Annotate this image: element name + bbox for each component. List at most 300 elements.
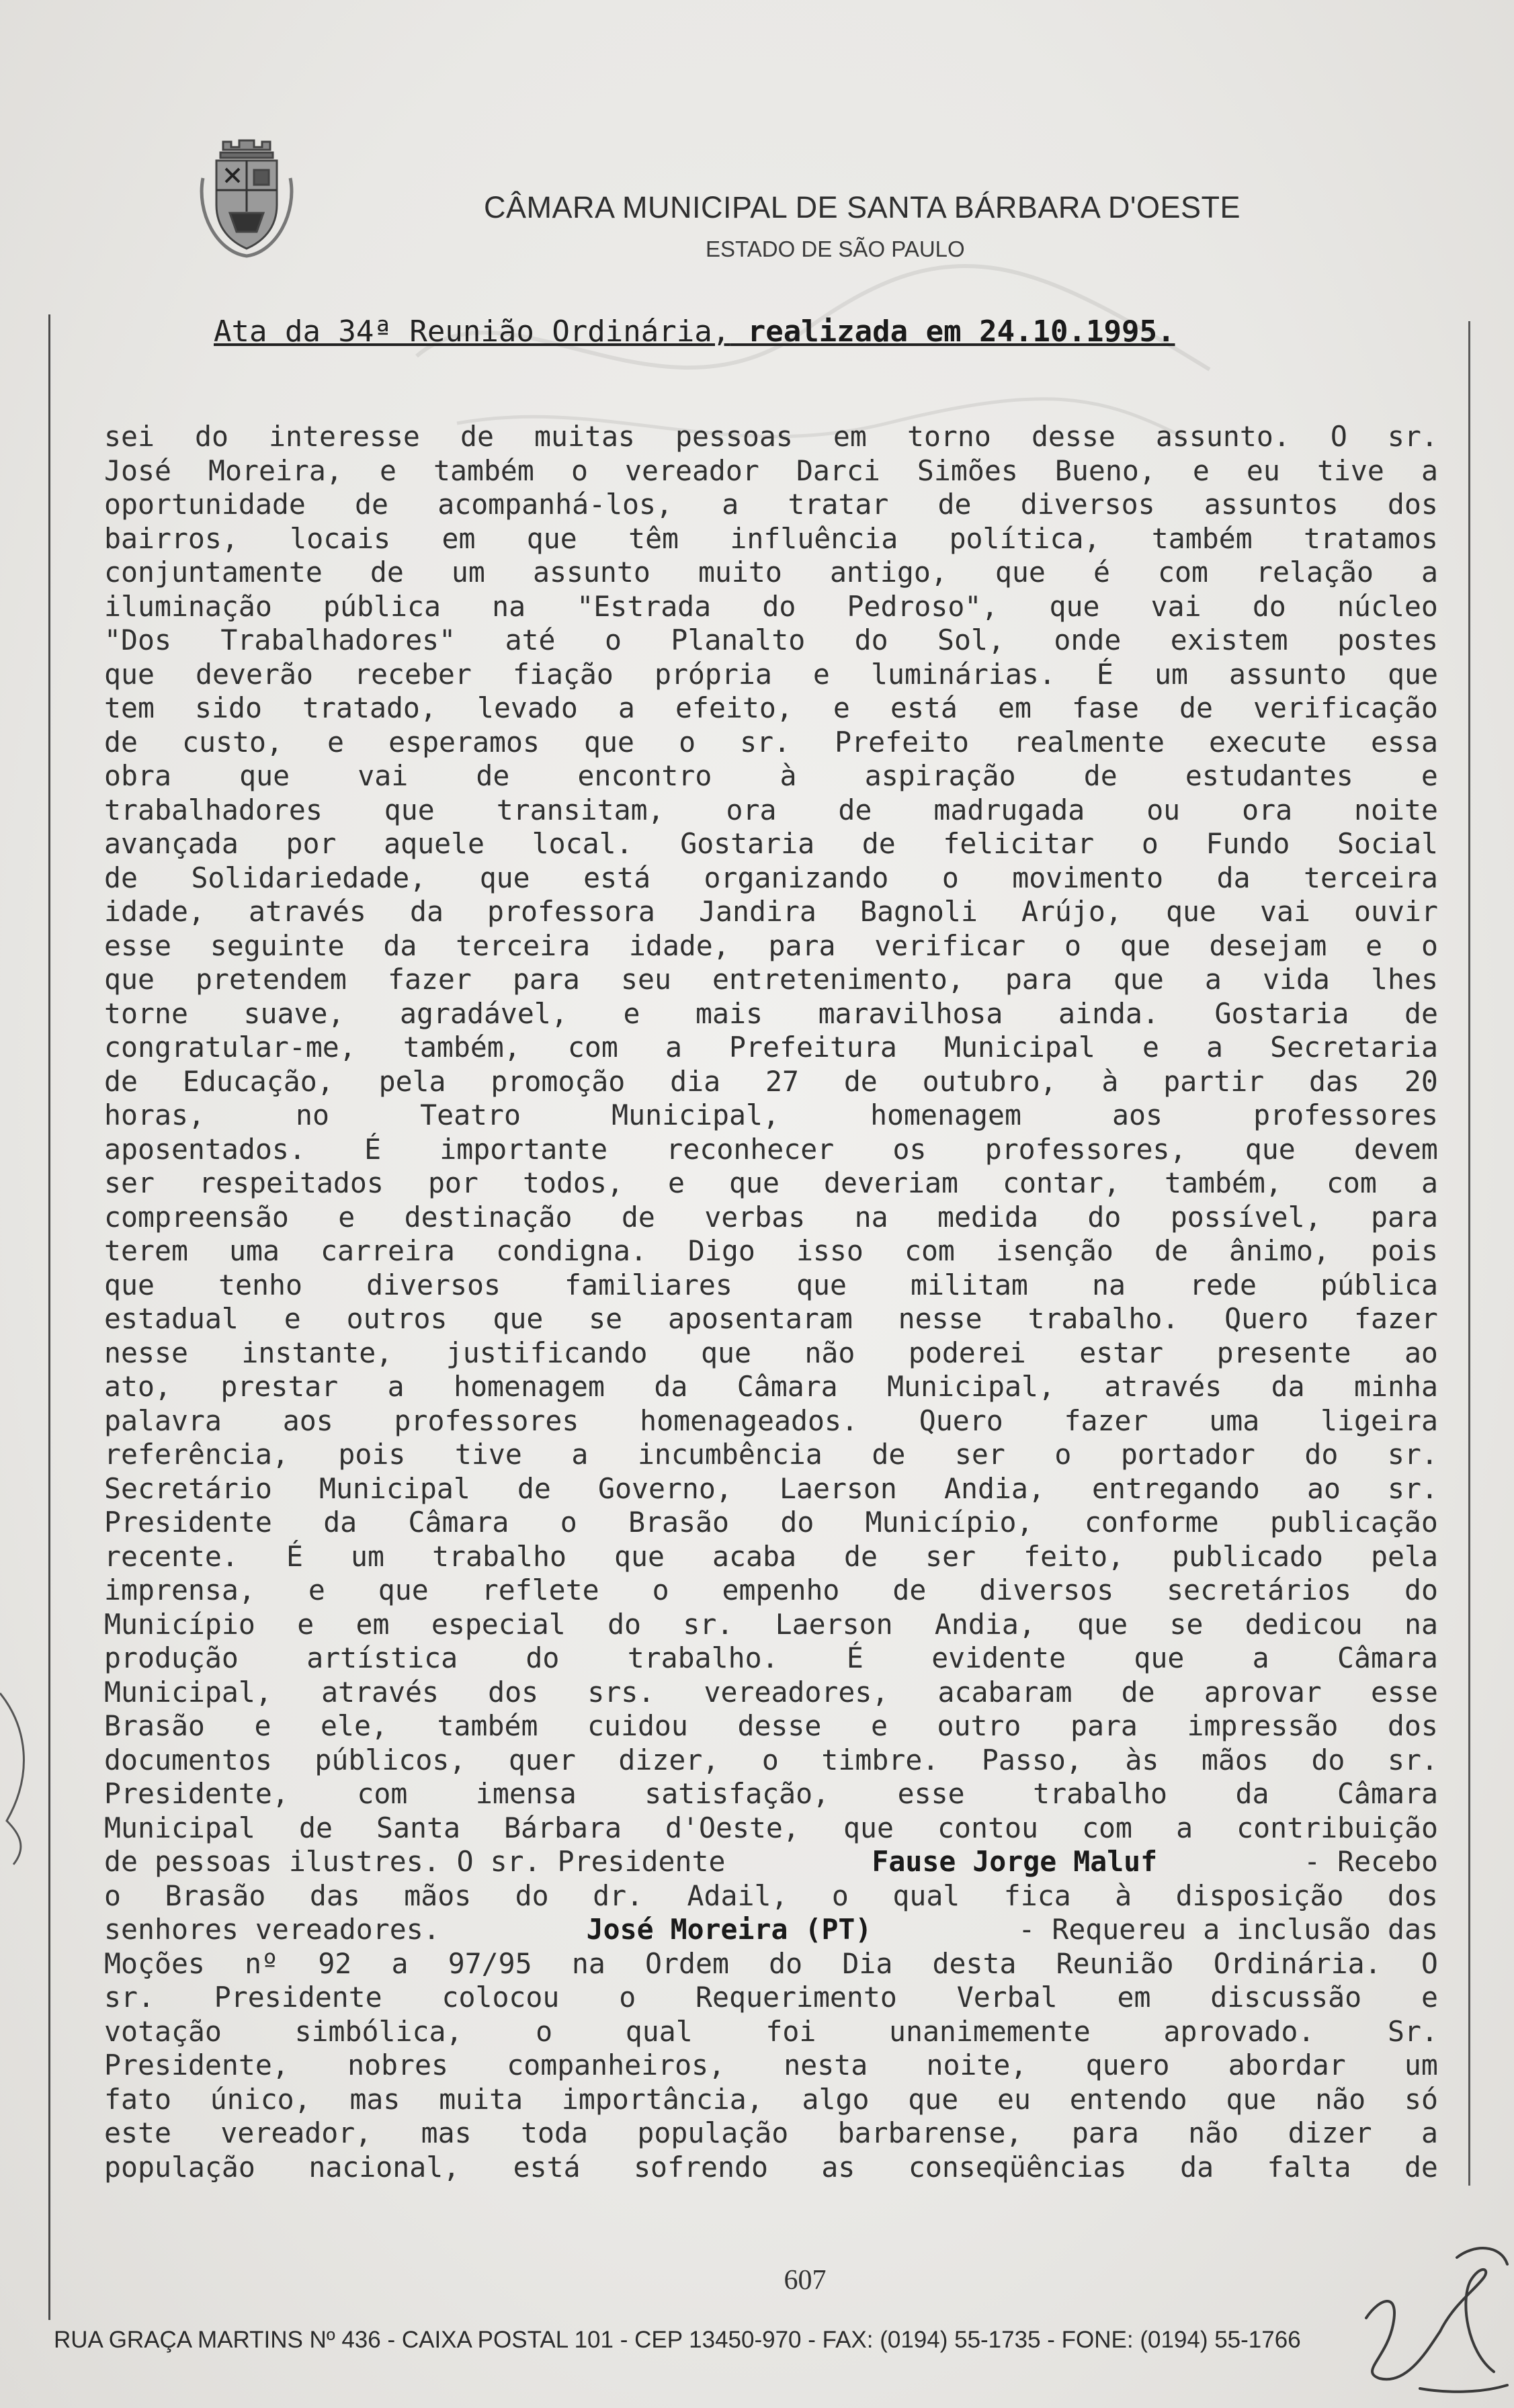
word: que xyxy=(796,1268,847,1301)
word: o xyxy=(941,861,959,894)
word: portador xyxy=(1120,1438,1255,1471)
word: Municipal xyxy=(319,1471,470,1505)
word: de xyxy=(476,759,510,792)
word: de xyxy=(460,420,494,453)
word: assunto. xyxy=(1155,420,1290,453)
word: trabalho xyxy=(432,1539,566,1573)
word: a xyxy=(1206,1031,1224,1064)
word: e xyxy=(1421,1981,1438,2014)
word: promoção xyxy=(491,1064,626,1098)
word: uma xyxy=(229,1234,280,1267)
word: Planalto xyxy=(671,624,806,656)
body-line xyxy=(104,1201,1438,1235)
body-line xyxy=(104,2015,1438,2049)
word: avançada xyxy=(104,827,239,860)
word: na xyxy=(1092,1268,1126,1301)
word: para xyxy=(1071,2116,1139,2149)
word: terceira xyxy=(456,929,591,962)
body-line xyxy=(104,929,1438,963)
word: estar xyxy=(1079,1336,1164,1369)
word: e xyxy=(1365,929,1383,962)
word: do xyxy=(1404,1574,1438,1606)
word: da xyxy=(323,1506,358,1539)
word: aos xyxy=(1112,1099,1163,1131)
word: acompanhá-los, xyxy=(437,488,673,521)
body-line xyxy=(104,759,1438,793)
word: Município, xyxy=(865,1506,1034,1539)
word: não xyxy=(804,1336,855,1369)
word: ser xyxy=(925,1539,976,1573)
word: pela xyxy=(378,1064,446,1098)
word: em xyxy=(997,691,1032,724)
word: Simões xyxy=(917,454,1018,487)
word: e xyxy=(308,1574,325,1606)
word: de xyxy=(355,488,389,521)
word: esse xyxy=(104,929,171,962)
word: de xyxy=(104,861,138,894)
word: receber xyxy=(354,657,472,691)
word: nº xyxy=(245,1946,279,1980)
word: verbas xyxy=(704,1200,806,1234)
word: e xyxy=(667,1166,685,1199)
word: muitas xyxy=(534,420,635,453)
word: Municipal, xyxy=(612,1099,780,1131)
body-line xyxy=(104,624,1438,658)
word: existem xyxy=(1170,624,1288,656)
word: "Dos xyxy=(104,624,171,656)
word: Municipal, xyxy=(104,1675,272,1709)
word: publicação xyxy=(1270,1506,1438,1539)
word: Secretário xyxy=(104,1471,272,1505)
word: tratar xyxy=(788,488,889,521)
word: e xyxy=(254,1709,271,1742)
body-line xyxy=(104,1133,1438,1167)
word: de xyxy=(104,1064,138,1098)
word: seguinte xyxy=(210,929,345,962)
word: pois xyxy=(1370,1234,1438,1267)
word: fica xyxy=(1003,1879,1071,1912)
word: Brasão xyxy=(104,1709,205,1742)
word: e xyxy=(812,657,830,691)
left-margin-rule xyxy=(48,314,50,2320)
word: que xyxy=(1113,963,1164,996)
line-43-tail: - Recebo xyxy=(1287,1845,1438,1878)
word: importante xyxy=(439,1132,608,1166)
body-line xyxy=(104,590,1438,624)
word: do xyxy=(762,589,796,623)
word: Darci xyxy=(796,454,880,487)
body-line xyxy=(104,2151,1438,2185)
word: Municipal xyxy=(104,1811,255,1844)
word: Prefeitura xyxy=(729,1031,897,1064)
word: realmente xyxy=(1013,725,1165,759)
word: um xyxy=(451,556,485,589)
word: Presidente, xyxy=(104,1777,289,1810)
body-line xyxy=(104,2083,1438,2117)
word: suave, xyxy=(243,996,345,1030)
word: sr. xyxy=(740,725,791,759)
word: com xyxy=(1158,556,1208,589)
word: homenageados. xyxy=(640,1404,858,1437)
word: documentos xyxy=(104,1743,272,1776)
word: do xyxy=(515,1879,549,1912)
word: isso xyxy=(796,1234,864,1267)
word: que xyxy=(701,1336,751,1369)
word: torne xyxy=(104,996,188,1030)
word: a xyxy=(665,1031,682,1064)
word: desse xyxy=(737,1709,822,1742)
word: Dia xyxy=(842,1946,893,1980)
word: qual xyxy=(892,1879,960,1912)
word: às xyxy=(1125,1743,1159,1776)
word: têm xyxy=(628,521,679,555)
word: professores xyxy=(394,1404,579,1437)
word: aos xyxy=(282,1404,333,1437)
word: tive xyxy=(454,1438,522,1471)
word: de xyxy=(517,1471,551,1505)
word: Brasão xyxy=(165,1879,266,1912)
word: contou xyxy=(937,1811,1038,1844)
word: as xyxy=(821,2150,855,2184)
word: esse xyxy=(897,1777,965,1810)
word: do xyxy=(854,624,888,656)
word: ouvir xyxy=(1354,895,1438,928)
word: que xyxy=(493,1302,544,1335)
word: de xyxy=(937,488,972,521)
word: ato, xyxy=(104,1370,171,1403)
word: todos, xyxy=(522,1166,624,1199)
word: Moreira, xyxy=(208,454,343,487)
state-name: ESTADO DE SÃO PAULO xyxy=(706,236,965,261)
word: pretendem xyxy=(196,963,347,996)
word: simbólica, xyxy=(294,2014,463,2048)
word: Santa xyxy=(376,1811,460,1844)
minutes-title-suffix: realizada em 24.10.1995. xyxy=(730,314,1175,349)
word: instante, xyxy=(241,1336,393,1369)
word: também, xyxy=(1164,1166,1282,1199)
word: carreira xyxy=(321,1234,455,1267)
word: aposentados. xyxy=(104,1132,306,1166)
word: e xyxy=(338,1200,355,1234)
word: de xyxy=(872,1438,906,1471)
word: está xyxy=(513,2150,581,2184)
word: fazer xyxy=(1064,1404,1148,1437)
word: encontro xyxy=(577,759,712,792)
word: e xyxy=(1142,1031,1159,1064)
word: da xyxy=(1216,861,1251,894)
word: por xyxy=(286,827,337,860)
word: de xyxy=(104,725,138,759)
word: diversos xyxy=(979,1574,1114,1606)
body-line xyxy=(104,1540,1438,1574)
word: pessoas xyxy=(675,420,793,453)
word: a xyxy=(1252,1641,1269,1674)
word: de xyxy=(838,793,872,826)
body-line xyxy=(104,1709,1438,1744)
word: Bueno, xyxy=(1054,454,1156,487)
word: feito, xyxy=(1023,1539,1125,1573)
word: o xyxy=(619,1981,636,2014)
word: que xyxy=(239,759,290,792)
word: trabalho xyxy=(1033,1777,1167,1810)
word: mãos xyxy=(1201,1743,1269,1776)
word: verificação xyxy=(1253,691,1438,724)
body-line xyxy=(104,1811,1438,1846)
body-line xyxy=(104,1879,1438,1914)
body-line xyxy=(104,726,1438,760)
word: luminárias. xyxy=(870,657,1056,691)
word: homenagem xyxy=(870,1099,1021,1131)
word: oportunidade xyxy=(104,488,306,521)
word: É xyxy=(1096,657,1113,691)
word: de xyxy=(298,1811,333,1844)
word: própria xyxy=(654,657,772,691)
word: e xyxy=(1192,454,1210,487)
word: assunto xyxy=(532,556,650,589)
word: Câmara xyxy=(408,1506,509,1539)
word: deverão xyxy=(196,657,313,691)
word: quero xyxy=(1085,2049,1170,2081)
word: vereador, xyxy=(220,2116,372,2149)
word: que xyxy=(479,861,530,894)
word: dos xyxy=(488,1675,539,1709)
word: O xyxy=(1330,420,1347,453)
word: felicitar xyxy=(943,827,1095,860)
handwritten-signature-icon xyxy=(1339,2217,1514,2408)
word: que xyxy=(1049,589,1100,623)
word: com xyxy=(904,1234,955,1267)
word: que xyxy=(384,793,435,826)
word: Sol, xyxy=(937,624,1005,656)
word: de xyxy=(892,1574,927,1606)
word: de xyxy=(1154,1234,1188,1267)
word: impressão xyxy=(1187,1709,1339,1742)
word: ao xyxy=(1404,1336,1438,1369)
word: fiação xyxy=(512,657,614,691)
word: Brasão xyxy=(628,1506,729,1539)
word: timbre. xyxy=(821,1743,939,1776)
word: para xyxy=(1005,963,1073,996)
word: Teatro xyxy=(420,1099,521,1131)
word: e xyxy=(379,454,396,487)
word: à xyxy=(780,759,797,792)
word: em xyxy=(833,420,867,453)
word: o xyxy=(604,624,622,656)
body-line xyxy=(104,454,1438,488)
word: na xyxy=(854,1200,888,1234)
word: rede xyxy=(1189,1268,1257,1301)
word: terceira xyxy=(1304,861,1438,894)
body-line xyxy=(104,1608,1438,1642)
word: da xyxy=(1180,2150,1214,2184)
word: artística xyxy=(306,1641,458,1674)
word: vida xyxy=(1262,963,1330,996)
word: Presidente xyxy=(104,1506,272,1539)
word: eu xyxy=(1246,454,1280,487)
minutes-title xyxy=(214,314,1356,349)
body-line xyxy=(104,997,1438,1031)
word: uma xyxy=(1209,1404,1260,1437)
word: está xyxy=(583,861,651,894)
word: sr. xyxy=(1387,1438,1438,1471)
word: partir xyxy=(1163,1064,1265,1098)
word: evidente xyxy=(931,1641,1066,1674)
word: contribuição xyxy=(1236,1811,1438,1844)
word: aquele xyxy=(384,827,485,860)
word: levado xyxy=(476,691,578,724)
word: um xyxy=(1154,657,1188,691)
word: 92 xyxy=(318,1946,352,1980)
word: aposentaram xyxy=(667,1302,853,1335)
word: publicado xyxy=(1172,1539,1323,1573)
word: barbarense, xyxy=(837,2116,1023,2149)
word: esse xyxy=(1370,1675,1438,1709)
word: seu xyxy=(620,963,671,996)
word: também xyxy=(437,1709,538,1742)
body-line xyxy=(104,420,1438,454)
word: local. xyxy=(532,827,633,860)
word: custo, xyxy=(182,725,283,759)
word: Presidente, xyxy=(104,2049,289,2081)
word: por xyxy=(427,1166,478,1199)
word: dia xyxy=(670,1064,721,1098)
word: antigo, xyxy=(829,556,948,589)
word: e xyxy=(284,1302,301,1335)
word: de xyxy=(1404,996,1438,1030)
word: só xyxy=(1404,2082,1438,2116)
word: destinação xyxy=(404,1200,573,1234)
line-43-text: de pessoas ilustres. O sr. Presidente xyxy=(104,1845,743,1878)
word: está xyxy=(890,691,958,724)
word: para xyxy=(512,963,580,996)
word: unanimemente xyxy=(888,2014,1091,2048)
word: do xyxy=(525,1641,560,1674)
body-line xyxy=(104,658,1438,692)
word: contar, xyxy=(1003,1166,1120,1199)
word: reconhecer xyxy=(666,1132,835,1166)
word: a xyxy=(571,1438,589,1471)
word: do xyxy=(769,1946,803,1980)
word: Bárbara xyxy=(504,1811,622,1844)
word: assuntos xyxy=(1204,488,1339,521)
word: entretenimento, xyxy=(712,963,964,996)
word: poderei xyxy=(908,1336,1026,1369)
word: prestar xyxy=(220,1370,339,1403)
body-line xyxy=(104,1845,1438,1879)
word: Governo, xyxy=(598,1471,732,1505)
word: ligeira xyxy=(1320,1404,1438,1437)
word: vai xyxy=(358,759,409,792)
word: sr. xyxy=(1387,1743,1438,1776)
word: esperamos xyxy=(388,725,540,759)
body-line xyxy=(104,1506,1438,1540)
word: tratado, xyxy=(302,691,437,724)
word: de xyxy=(844,1539,878,1573)
word: no xyxy=(296,1099,329,1131)
word: mas xyxy=(421,2116,472,2149)
word: mais xyxy=(696,996,763,1030)
word: muita xyxy=(439,2082,523,2116)
word: professora xyxy=(487,895,655,928)
word: Moções xyxy=(104,1946,205,1980)
word: idade, xyxy=(628,929,730,962)
word: trabalho. xyxy=(627,1641,779,1674)
body-line xyxy=(104,1268,1438,1303)
line-45-tail: - Requereu a inclusão das xyxy=(1001,1913,1438,1946)
word: nesse xyxy=(104,1336,188,1369)
word: também xyxy=(433,454,534,487)
word: que xyxy=(526,521,577,555)
word: interesse xyxy=(269,420,420,453)
body-line xyxy=(104,1472,1438,1506)
body-line xyxy=(104,793,1438,828)
word: outubro, xyxy=(922,1064,1057,1098)
word: que xyxy=(1387,657,1438,691)
word: o xyxy=(571,454,588,487)
word: conseqüências xyxy=(908,2150,1127,2184)
word: organizando xyxy=(704,861,889,894)
word: que xyxy=(995,556,1046,589)
word: aprovado. xyxy=(1163,2014,1315,2048)
body-line xyxy=(104,1404,1438,1438)
word: a xyxy=(387,1370,405,1403)
word: tenho xyxy=(218,1268,302,1301)
word: nobres xyxy=(347,2049,448,2081)
word: Fundo xyxy=(1206,827,1290,860)
word: dos xyxy=(1387,1879,1438,1912)
word: a xyxy=(1421,2116,1438,2149)
word: congratular-me, xyxy=(104,1031,356,1064)
body-line xyxy=(104,1913,1438,1947)
word: locais xyxy=(290,521,391,555)
word: Social xyxy=(1337,827,1438,860)
word: agradável, xyxy=(400,996,568,1030)
word: professores xyxy=(1253,1099,1438,1131)
word: outro xyxy=(937,1709,1021,1742)
word: ser xyxy=(104,1166,155,1199)
word: sofrendo xyxy=(634,2150,768,2184)
word: Câmara xyxy=(737,1370,838,1403)
body-line xyxy=(104,895,1438,929)
word: de xyxy=(1121,1675,1155,1709)
word: único, xyxy=(210,2082,311,2116)
word: o xyxy=(536,2014,553,2048)
word: Adail, xyxy=(687,1879,788,1912)
body-line xyxy=(104,1641,1438,1676)
word: não xyxy=(1188,2116,1239,2149)
word: que xyxy=(104,657,155,691)
footer-address: RUA GRAÇA MARTINS Nº 436 - CAIXA POSTAL 101 - CEP 13450-970 - FAX: (0194) 55-1735 - FONE: (0194) 55-1766 xyxy=(54,2327,1301,2353)
word: da xyxy=(1271,1370,1305,1403)
body-line xyxy=(104,1099,1438,1133)
word: Sr. xyxy=(1387,2014,1438,2048)
word: noite, xyxy=(926,2049,1027,2081)
word: em xyxy=(441,521,476,555)
word: discussão xyxy=(1210,1981,1362,2014)
body-line xyxy=(104,522,1438,556)
word: que xyxy=(104,1268,155,1301)
word: srs. xyxy=(587,1675,655,1709)
word: que xyxy=(614,1539,665,1573)
body-line xyxy=(104,556,1438,590)
word: Laerson xyxy=(779,1471,897,1505)
word: outros xyxy=(346,1302,448,1335)
word: possível, xyxy=(1170,1200,1322,1234)
word: conforme xyxy=(1084,1506,1219,1539)
word: ainda. xyxy=(1058,996,1159,1030)
word: e xyxy=(327,725,345,759)
word: Passo, xyxy=(981,1743,1083,1776)
